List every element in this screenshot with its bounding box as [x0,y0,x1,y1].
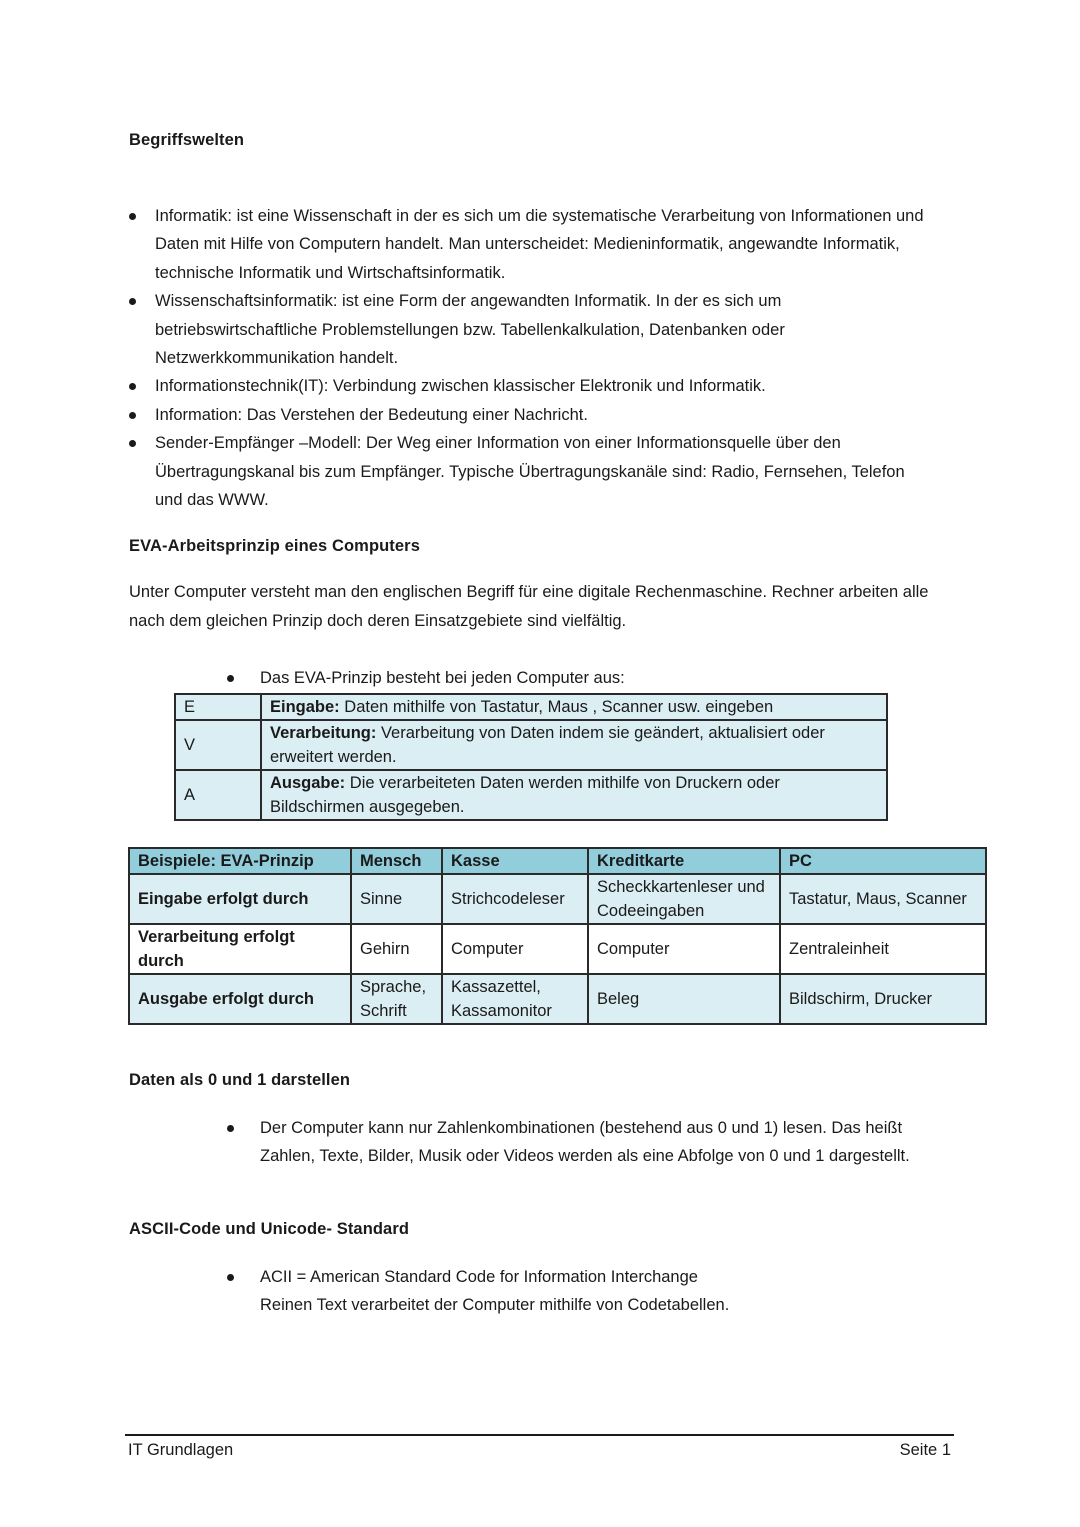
table-row [175,770,887,820]
footer-left: IT Grundlagen [128,1441,234,1459]
column-header: Kreditkarte [588,848,780,874]
table-cell: Computer [442,924,588,974]
column-header: Kasse [442,848,588,874]
bullet-icon [227,675,234,682]
column-header: PC [780,848,986,874]
binary-bullet-text: Der Computer kann nur Zahlenkombinationen (bestehend aus 0 und 1) lesen. Das heißt Zahlen, Texte, Bilder, Musik oder Videos werden als eine Abfolge von 0 und 1 dargestellt. [260,1119,910,1166]
section-title-binary: Daten als 0 und 1 darstellen [129,1071,351,1089]
column-header: Beispiele: EVA-Prinzip [129,848,351,874]
begriffswelten-list [129,202,929,514]
examples-table [128,847,987,1025]
table-cell: Sinne [351,874,442,924]
ascii-bullet-line1: ACII = American Standard Code for Information Interchange [260,1268,698,1286]
eva-table [174,693,888,821]
binary-bullet [227,1114,937,1171]
section-title-ascii: ASCII-Code und Unicode- Standard [129,1220,410,1238]
eva-desc [261,770,887,820]
list-item [129,202,929,287]
table-row [175,694,887,720]
eva-term: Verarbeitung: [270,724,377,742]
list-item-text: Informationstechnik(IT): Verbindung zwischen klassischer Elektronik und Informatik. [155,377,766,396]
table-cell: Beleg [588,974,780,1024]
eva-intro: Unter Computer versteht man den englischen Begriff für eine digitale Rechenmaschine. Rechner arbeiten alle nach dem gleichen Prinzip doch deren Einsatzgebiete sind vielfältig. [129,583,929,630]
eva-text: Die verarbeiteten Daten werden mithilfe von Druckern oder Bildschirmen ausgegeben. [270,774,780,816]
table-row [129,874,986,924]
footer-page-number: Seite 1 [899,1441,951,1459]
bullet-icon [129,298,136,305]
eva-term: Ausgabe: [270,774,346,792]
table-cell: Scheckkartenleser und Codeeingaben [588,874,780,924]
table-cell: Tastatur, Maus, Scanner [780,874,986,924]
bullet-icon [129,213,136,220]
table-cell: Sprache, Schrift [351,974,442,1024]
ascii-bullet-line2: Reinen Text verarbeitet der Computer mithilfe von Codetabellen. [260,1296,730,1315]
section-title-eva: EVA-Arbeitsprinzip eines Computers [129,537,420,555]
bullet-icon [129,440,136,447]
bullet-icon [129,383,136,390]
bullet-icon [129,412,136,419]
row-header: Eingabe erfolgt durch [129,874,351,924]
table-cell: Bildschirm, Drucker [780,974,986,1024]
column-header: Mensch [351,848,442,874]
list-item [227,664,907,692]
table-header-row [129,848,986,874]
eva-letter: A [175,770,261,820]
eva-bullet-text: Das EVA-Prinzip besteht bei jeden Computer aus: [260,669,625,687]
ascii-bullet [227,1263,937,1320]
list-item-text: Informatik: ist eine Wissenschaft in der es sich um die systematische Verarbeitung von Informationen und Daten mit Hilfe von Computern handelt. Man unterscheidet: Medieninformatik, angewandte Informatik, technische Informatik und Wirtschaftsinformatik. [155,207,924,282]
list-item [227,1114,937,1171]
row-header: Ausgabe erfolgt durch [129,974,351,1024]
table-cell: Computer [588,924,780,974]
list-item [227,1263,937,1320]
list-item-text: Information: Das Verstehen der Bedeutung einer Nachricht. [155,405,588,424]
list-item [129,287,929,372]
table-cell: Zentraleinheit [780,924,986,974]
table-cell: Strichcodeleser [442,874,588,924]
list-item [129,429,929,514]
eva-desc [261,694,887,720]
eva-desc [261,720,887,770]
eva-bullet [227,664,907,692]
eva-term: Eingabe: [270,698,340,716]
list-item-text: Wissenschaftsinformatik: ist eine Form der angewandten Informatik. In der es sich um betriebswirtschaftliche Problemstellungen bzw. Tabellenkalkulation, Datenbanken oder Netzwerkkommunikation handelt. [155,292,785,368]
eva-text: Daten mithilfe von Tastatur, Maus , Scanner usw. eingeben [339,698,774,716]
table-cell: Kassazettel, Kassamonitor [442,974,588,1024]
eva-letter: E [175,694,261,720]
footer-divider [125,1434,954,1436]
table-row [129,924,986,974]
list-item [129,401,929,429]
eva-letter: V [175,720,261,770]
bullet-icon [227,1125,234,1132]
list-item-text: Sender-Empfänger –Modell: Der Weg einer Information von einer Informationsquelle über den Übertragungskanal bis zum Empfänger. Typische Übertragungskanäle sind: Radio, Fernsehen, Telefon und das WWW. [155,434,905,510]
table-row [175,720,887,770]
table-row [129,974,986,1024]
table-cell: Gehirn [351,924,442,974]
eva-text: Verarbeitung von Daten indem sie geändert, aktualisiert oder erweitert werden. [270,724,825,766]
row-header: Verarbeitung erfolgt durch [129,924,351,974]
section-title-begriffswelten: Begriffswelten [129,131,245,149]
bullet-icon [227,1274,234,1281]
list-item [129,372,929,400]
